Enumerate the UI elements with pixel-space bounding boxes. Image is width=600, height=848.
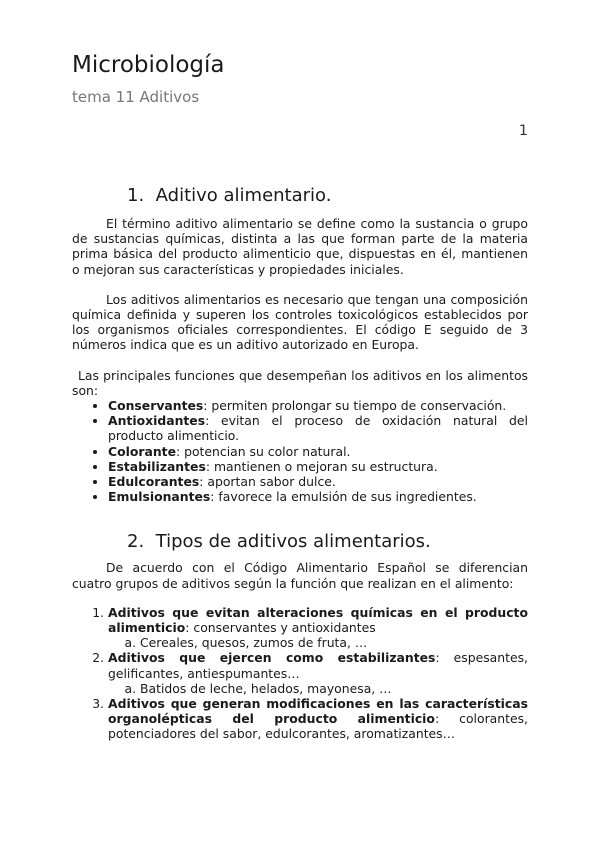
function-term: Estabilizantes	[108, 458, 206, 474]
function-term: Conservantes	[108, 398, 204, 414]
section-2-number: 2.	[127, 531, 145, 553]
group-term: Aditivos que generan modificaciones en las características organolépticas del producto alimenticio	[108, 696, 528, 727]
group-desc: : conservantes y antioxidantes	[185, 620, 376, 636]
section-2-heading	[72, 530, 528, 554]
list-item	[108, 650, 528, 696]
group-term: Aditivos que ejercen como estabilizantes	[108, 650, 436, 666]
group-desc: : espesantes, gelificantes, antiespumantes…	[108, 650, 528, 681]
function-term: Edulcorantes	[108, 474, 200, 490]
function-term: Colorante	[108, 443, 176, 459]
function-desc: : permiten prolongar su tiempo de conservación.	[203, 398, 507, 414]
function-term: Antioxidantes	[108, 413, 206, 429]
list-item	[108, 459, 528, 474]
list-item	[108, 605, 528, 651]
document-title: Microbiología	[72, 52, 225, 78]
group-example: a. Cereales, quesos, zumos de fruta, …	[140, 635, 528, 650]
list-item	[108, 489, 528, 504]
section-2-title: Tipos de aditivos alimentarios.	[155, 531, 431, 553]
function-desc: : evitan el proceso de oxidación natural del producto alimenticio.	[108, 413, 528, 444]
section-1-paragraph-3: Las principales funciones que desempeñan los aditivos en los alimentos son:	[72, 367, 528, 398]
function-desc: : potencian su color natural.	[176, 443, 351, 459]
function-term: Emulsionantes	[108, 489, 211, 505]
section-1-paragraph-2: Los aditivos alimentarios es necesario que tengan una composición química definida y superen los controles toxicológicos establecidos por los organismos oficiales correspondientes. El código E seguido de 3 números indica que es un aditivo autorizado en Europa.	[72, 291, 528, 353]
list-item	[108, 696, 528, 742]
list-item	[108, 444, 528, 459]
section-1-title: Aditivo alimentario.	[155, 185, 332, 206]
page-number: 1	[518, 123, 528, 139]
list-item	[108, 398, 528, 413]
section-1-heading	[72, 184, 528, 208]
document-subtitle: tema 11 Aditivos	[72, 88, 200, 106]
functions-list	[72, 398, 528, 504]
group-desc: : colorantes, potenciadores del sabor, edulcorantes, aromatizantes…	[108, 711, 528, 742]
section-1-number: 1.	[127, 185, 145, 206]
groups-list	[72, 605, 528, 742]
function-desc: : aportan sabor dulce.	[199, 474, 336, 490]
list-item	[108, 474, 528, 489]
function-desc: : favorece la emulsión de sus ingredientes.	[210, 489, 477, 505]
list-item	[108, 413, 528, 443]
section-2-paragraph-1: De acuerdo con el Código Alimentario Español se diferencian cuatro grupos de aditivos según la función que realizan en el alimento:	[72, 560, 528, 591]
section-1-paragraph-1: El término aditivo alimentario se define como la sustancia o grupo de sustancias químicas, distinta a las que forman parte de la materia prima básica del producto alimenticio que, dispuestas en él, mantienen o mejoran sus características y propiedades iniciales.	[72, 216, 528, 277]
document-body	[72, 184, 528, 742]
group-example: a. Batidos de leche, helados, mayonesa, …	[140, 681, 528, 696]
function-desc: : mantienen o mejoran su estructura.	[205, 458, 438, 474]
group-term: Aditivos que evitan alteraciones químicas en el producto alimenticio	[108, 604, 528, 636]
